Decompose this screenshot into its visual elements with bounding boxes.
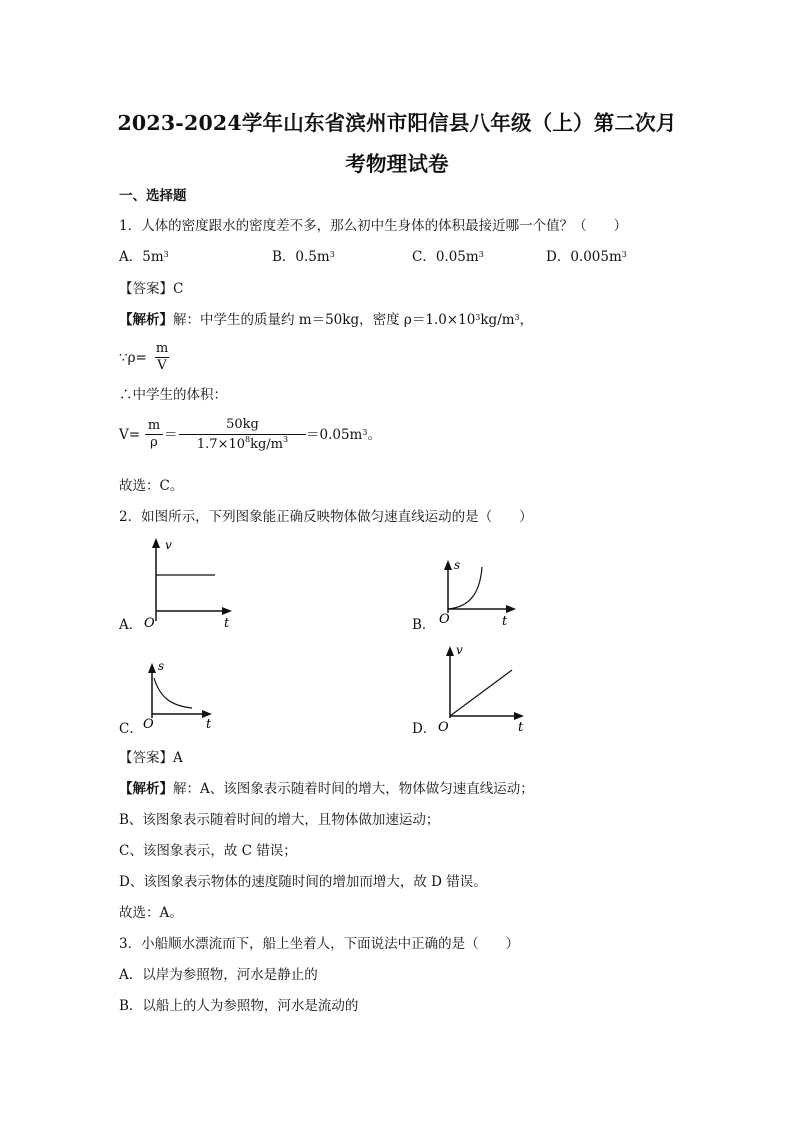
q2-analysis-a: 【解析】解：A、该图象表示随着时间的增大，物体做匀速直线运动； (119, 781, 534, 797)
q1-option-d: D．$0.005m^3$ (546, 249, 627, 265)
q2-c-origin: O (143, 717, 154, 732)
q2-a-origin: O (144, 616, 155, 630)
q2-d-origin: O (438, 720, 449, 734)
q2-b-axis-s: s (454, 558, 461, 572)
q1-volume-result: $=0.05m^3$。 (306, 427, 381, 443)
q1-frac1-denominator: V (157, 358, 167, 373)
section-heading: 一、选择题 (119, 188, 187, 204)
q3-option-b: B．以船上的人为参照物，河水是流动的 (119, 998, 359, 1014)
q2-graph-a (140, 535, 240, 630)
q1-volume-prefix: V= (119, 427, 141, 443)
q2-b-origin: O (439, 612, 450, 627)
q2-label-d: D． (412, 721, 437, 737)
q1-analysis: 【解析】解：中学生的质量约 m＝50kg，密度 $\rho=1.0\times 10^3kg/m^3$， (119, 312, 534, 328)
q1-stem: 1．人体的密度跟水的密度差不多，那么初中生身体的体积最接近哪一个值？（ ） (119, 218, 628, 234)
q1-option-a: A．$5m^3$ (119, 249, 169, 265)
q2-d-axis-v: v (456, 643, 463, 657)
q1-because-prefix: ∵ρ= (119, 350, 147, 366)
q1-frac1-numerator: m (155, 341, 169, 356)
q2-label-b: B． (412, 617, 436, 633)
title-line-2: 考物理试卷 (345, 152, 449, 176)
q2-a-axis-t: t (224, 616, 230, 630)
q1-equals: ＝ (164, 427, 178, 443)
q2-a-axis-v: v (165, 538, 172, 552)
title-line-1: 2023-2024学年山东省滨州市阳信县八年级（上）第二次月 (117, 111, 677, 135)
q1-therefore: ∴中学生的体积： (119, 387, 227, 403)
q2-analysis-b: B、该图象表示随着时间的增大，且物体做加速运动； (119, 812, 440, 828)
q2-analysis-d: D、该图象表示物体的速度随时间的增加而增大，故 D 错误。 (119, 874, 487, 890)
q1-option-b: B．$0.5m^3$ (272, 249, 335, 265)
q1-frac3-denominator: $1.7\times 10^8kg/m^3$ (196, 435, 289, 452)
q2-b-axis-t: t (502, 614, 508, 629)
q2-d-axis-t: t (518, 720, 524, 734)
q3-stem: 3．小船顺水漂流而下，船上坐着人，下面说法中正确的是（ ） (119, 936, 520, 952)
q1-frac2-numerator: m (147, 418, 161, 433)
q2-label-c: C． (119, 721, 143, 737)
q2-graph-b (436, 553, 526, 631)
q2-conclusion: 故选：A。 (119, 905, 183, 921)
q3-option-a: A．以岸为参照物，河水是静止的 (119, 967, 318, 983)
q2-label-a: A． (119, 617, 143, 633)
q1-answer: 【答案】C (119, 281, 184, 297)
q2-c-axis-s: s (158, 659, 165, 673)
q2-graph-d (436, 640, 532, 734)
q2-answer: 【答案】A (119, 750, 183, 766)
q1-frac3-numerator: 50kg (226, 417, 259, 432)
q1-option-c: C．$0.05m^3$ (412, 249, 484, 265)
q2-c-axis-t: t (206, 717, 212, 732)
q2-stem: 2．如图所示，下列图象能正确反映物体做匀速直线运动的是（ ） (119, 509, 533, 525)
q1-conclusion: 故选：C。 (119, 478, 184, 494)
q2-analysis-c: C、该图象表示，故 C 错误； (119, 843, 297, 859)
q2-graph-c (140, 656, 222, 734)
q1-frac2-denominator: ρ (150, 435, 158, 450)
